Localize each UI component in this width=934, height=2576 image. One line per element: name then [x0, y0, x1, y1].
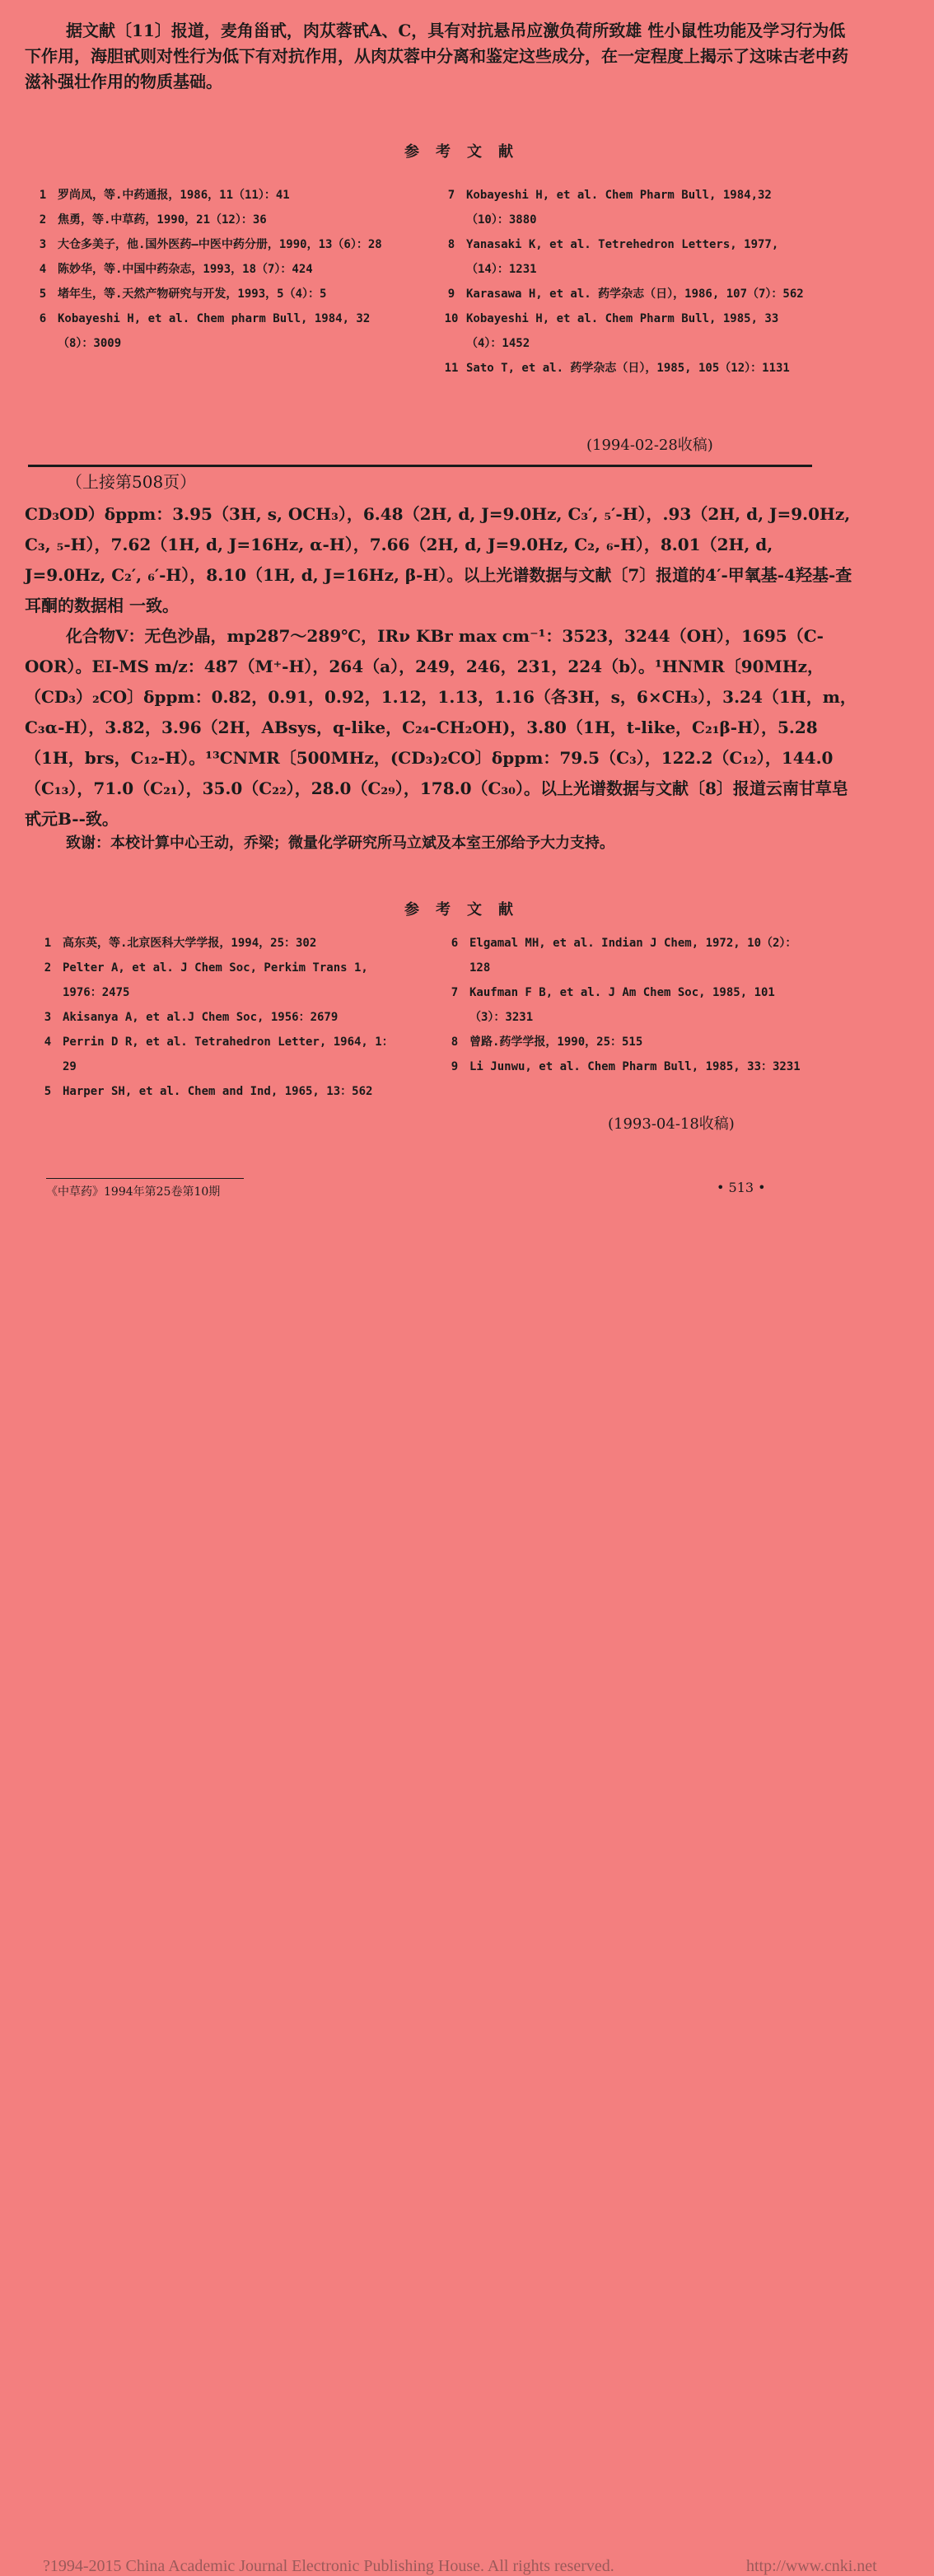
reference-item	[437, 306, 804, 356]
received-date-2: (1993-04-18收稿)	[608, 1115, 735, 1133]
copyright-notice: ?1994-2015 China Academic Journal Electronic Publishing House. All rights reserved.	[43, 2557, 614, 2575]
received-date-1: (1994-02-28收稿)	[586, 437, 713, 454]
reference-item	[28, 232, 395, 257]
compound-v-paragraph	[25, 621, 857, 835]
reference-item	[437, 183, 804, 232]
reference-number: 1	[39, 189, 47, 202]
reference-number: 4	[39, 263, 47, 276]
reference-number: 4	[44, 1036, 52, 1049]
reference-text: Elgamal MH, et al. Indian J Chem, 1972, 10（2）：128	[469, 937, 797, 975]
reference-number: 1	[44, 937, 52, 950]
section-divider	[28, 465, 812, 467]
reference-text: Karasawa H, et al. 药学杂志（日），1986, 107（7）：562	[466, 288, 804, 301]
reference-item	[28, 208, 395, 232]
reference-number: 8	[451, 1036, 459, 1049]
reference-text: 陈妙华，等.中国中药杂志，1993，18（7）：424	[58, 263, 313, 276]
reference-text: Li Junwu, et al. Chem Pharm Bull, 1985, 33：3231	[469, 1060, 801, 1073]
reference-text: Akisanya A, et al.J Chem Soc, 1956：2679	[63, 1011, 339, 1024]
reference-text: 曾路.药学学报，1990，25：515	[469, 1036, 643, 1049]
references-heading-1: 参考文献	[404, 143, 530, 161]
reference-text: Kobayeshi H, et al. Chem Pharm Bull, 1984,32（10）：3880	[466, 189, 772, 227]
reference-number: 5	[39, 288, 47, 301]
references-heading-2: 参考文献	[404, 901, 530, 919]
reference-item	[33, 1030, 400, 1079]
reference-number: 2	[39, 213, 47, 227]
spectral-paragraph: CD₃OD）δppm：3.95（3H, s, OCH₃），6.48（2H, d, J=9.0Hz, C₃′, ₅′-H），.93（2H, d, J=9.0Hz, C₃, ₅-H），7.62（1H, d, J=16Hz, α-H），7.66（2H, d, J=9.0Hz, C₂, ₆-H），8.01（2H, d, J=9.0Hz, C₂′, ₆′-H），8.10（1H, d, J=16Hz, β-H）。以上光谱数据与文献〔7〕报道的4′-甲氧基-4羟基-查耳酮的数据相 一致。	[25, 504, 852, 615]
reference-number: 7	[451, 986, 459, 999]
reference-item	[440, 1030, 807, 1054]
reference-item	[28, 257, 395, 282]
reference-text: 大仓多美子，他.国外医药—中医中药分册，1990，13（6）：28	[58, 238, 382, 251]
references-list-1-left	[28, 183, 395, 356]
reference-text: 焦勇，等.中草药，1990，21（12）：36	[58, 213, 267, 227]
reference-number: 10	[444, 312, 459, 325]
reference-text: 罗尚凤，等.中药通报，1986，11（11）：41	[58, 189, 290, 202]
cnki-link[interactable]: http://www.cnki.net	[746, 2557, 877, 2575]
reference-number: 8	[447, 238, 455, 251]
reference-number: 5	[44, 1085, 52, 1098]
acknowledgement	[25, 830, 857, 856]
reference-text: Pelter A, et al. J Chem Soc, Perkim Trans 1, 1976：2475	[63, 961, 368, 999]
reference-text: Harper SH, et al. Chem and Ind, 1965, 13：562	[63, 1085, 373, 1098]
reference-item	[28, 306, 395, 356]
references-list-1-right	[437, 183, 804, 381]
reference-number: 7	[447, 189, 455, 202]
reference-item	[440, 931, 807, 980]
reference-text: 堵年生，等.天然产物研究与开发，1993，5（4）：5	[58, 288, 327, 301]
reference-number: 3	[44, 1011, 52, 1024]
reference-item	[28, 183, 395, 208]
reference-number: 9	[451, 1060, 459, 1073]
reference-item	[28, 282, 395, 306]
footnote-rule	[46, 1178, 244, 1179]
references-list-2-right	[440, 931, 807, 1079]
continued-note	[25, 470, 857, 495]
reference-number: 11	[444, 362, 459, 375]
reference-text: Sato T, et al. 药学杂志（日），1985, 105（12）：1131	[466, 362, 790, 375]
reference-item	[33, 956, 400, 1005]
continued-note-text: （上接第508页）	[66, 472, 197, 492]
intro-paragraph-text: 据文献〔11〕报道，麦角甾甙，肉苁蓉甙A、C，具有对抗悬吊应激负荷所致雄 性小鼠性功能及学习行为低下作用，海胆甙则对性行为低下有对抗作用，从肉苁蓉中分离和鉴定这些成分，在一定程度上揭示了这味古老中药滋补强壮作用的物质基础。	[25, 21, 848, 91]
reference-item	[437, 232, 804, 282]
reference-number: 3	[39, 238, 47, 251]
journal-footer: 《中草药》1994年第25卷第10期	[46, 1185, 221, 1199]
intro-paragraph	[25, 18, 857, 95]
reference-text: Perrin D R, et al. Tetrahedron Letter, 1964, 1：29	[63, 1036, 394, 1073]
reference-item	[440, 1054, 807, 1079]
reference-text: 高东英，等.北京医科大学学报，1994，25：302	[63, 937, 317, 950]
reference-item	[437, 356, 804, 381]
reference-item	[33, 1079, 400, 1104]
reference-number: 6	[39, 312, 47, 325]
acknowledgement-text: 致谢：本校计算中心王动，乔梁；微量化学研究所马立斌及本室王邠给予大力支持。	[66, 835, 614, 852]
reference-text: Kaufman F B, et al. J Am Chem Soc, 1985, 101（3）：3231	[469, 986, 775, 1024]
reference-item	[33, 1005, 400, 1030]
reference-item	[33, 931, 400, 956]
compound-v-text: 化合物Ⅴ：无色沙晶，mp287～289℃，IRν KBr max cm⁻¹：3523，3244（OH），1695（C-OOR）。EI-MS m/z：487（M⁺-H），264（a），249，246，231，224（b）。¹HNMR〔90MHz，（CD₃）₂CO〕δppm：0.82，0.91，0.92，1.12，1.13，1.16（各3H，s，6×CH₃），3.24（1H，m，C₃α-H），3.82，3.96（2H，ABsys，q-like，C₂₄-CH₂OH)，3.80（1H，t-like，C₂₁β-H），5.28（1H，brs，C₁₂-H）。¹³CNMR〔500MHz，(CD₃)₂CO〕δppm：79.5（C₃），122.2（C₁₂），144.0（C₁₃），71.0（C₂₁），35.0（C₂₂），28.0（C₂₉），178.0（C₃₀）。以上光谱数据与文献〔8〕报道云南甘草皂甙元B--致。	[25, 626, 857, 829]
reference-text: Kobayeshi H, et al. Chem Pharm Bull, 1985, 33（4）：1452	[466, 312, 779, 350]
reference-item	[437, 282, 804, 306]
reference-item	[440, 980, 807, 1030]
reference-text: Kobayeshi H, et al. Chem pharm Bull, 1984, 32（8）：3009	[58, 312, 371, 350]
reference-number: 2	[44, 961, 52, 975]
reference-number: 9	[447, 288, 455, 301]
references-list-2-left	[33, 931, 400, 1104]
reference-number: 6	[451, 937, 459, 950]
reference-text: Yanasaki K, et al. Tetrehedron Letters, 1977, （14）：1231	[466, 238, 779, 276]
page-number: • 513 •	[717, 1180, 766, 1195]
